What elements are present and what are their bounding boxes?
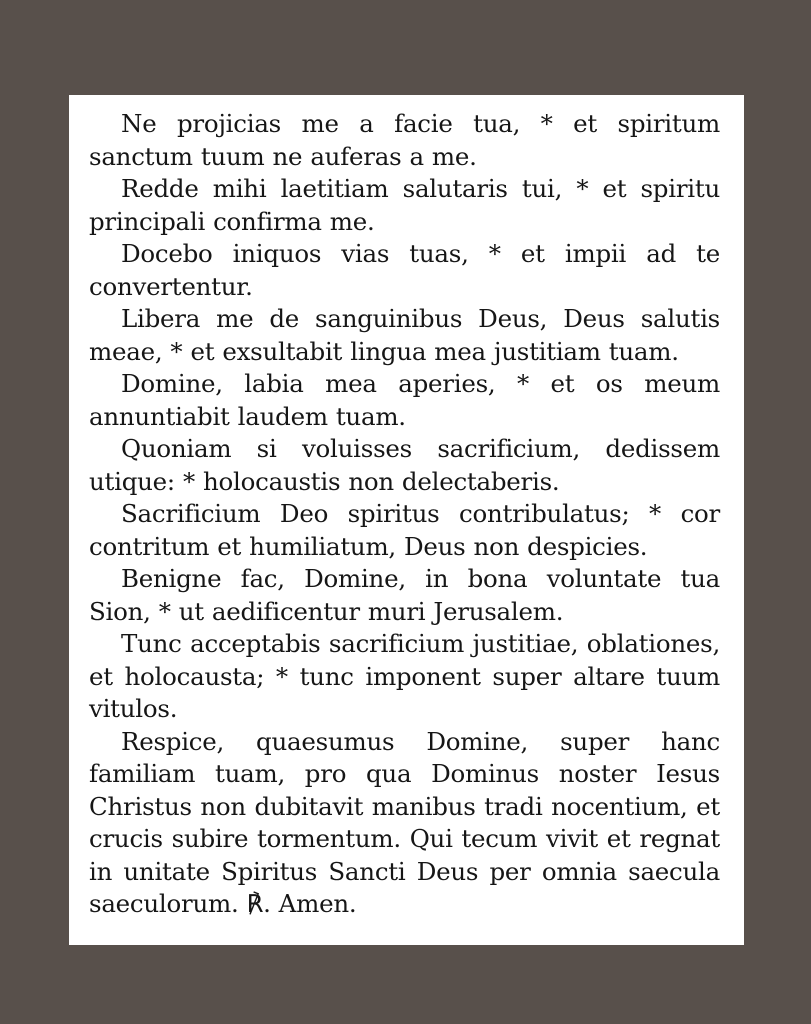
verse-7: Sacrificium Deo spiritus contribulatus; * cor contritum et humiliatum, Deus non despicies. [89,499,720,561]
verse-1: Ne projicias me a facie tua, * et spiritum sanctum tuum ne auferas a me. [89,109,720,171]
verse-5: Domine, labia mea aperies, * et os meum annuntiabit laudem tuam. [89,369,720,431]
verse-10-prayer: Respice, quaesumus Domine, super hanc familiam tuam, pro qua Dominus noster Iesus Christus non dubitavit manibus tradi nocentium, et crucis subire tormentum. Qui tecum vivit et regnat in unitate Spiritus Sancti Deus per omnia saecula saeculorum. ℟. Amen. [89,726,720,918]
verse-4: Libera me de sanguinibus Deus, Deus salutis meae, * et exsultabit lingua mea justitiam tuam. [89,304,720,366]
verse-6: Quoniam si voluisses sacrificium, dedissem utique: * holocaustis non delectaberis. [89,434,720,496]
verse-8: Benigne fac, Domine, in bona voluntate tua Sion, * ut aedificentur muri Jerusalem. [89,564,720,626]
verse-3: Docebo iniquos vias tuas, * et impii ad te convertentur. [89,239,720,301]
verse-2: Redde mihi laetitiam salutaris tui, * et spiritu principali confirma me. [89,174,720,236]
verse-9: Tunc acceptabis sacrificium justitiae, oblationes, et holocausta; * tunc imponent super altare tuum vitulos. [89,629,720,723]
scanned-page [69,95,744,945]
